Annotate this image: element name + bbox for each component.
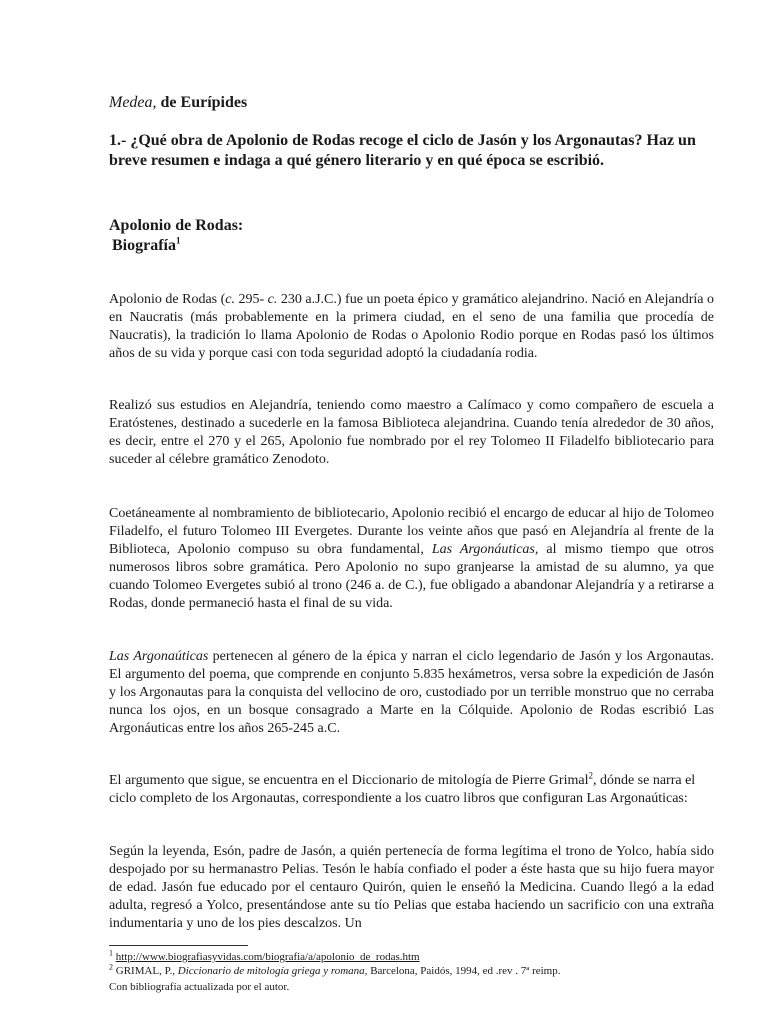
biography-heading [112,236,181,256]
p1-text-b: 295- [235,292,268,307]
document-page [109,0,714,1024]
footnote-ref-1[interactable]: 1 [176,235,181,246]
p1-text-a: Apolonio de Rodas ( [109,292,226,307]
paragraph-3 [109,505,714,613]
paragraph-5 [109,772,714,808]
footnote-2 [109,964,714,978]
p5-text-a: El argumento que sigue, se encuentra en el Diccionario de mitología de Pierre Grimal [109,773,589,788]
footnote-2-publication: Barcelona, Paidós, 1994, ed .rev . 7ª reimp. [367,965,561,977]
footnote-1 [109,950,714,964]
footnote-1-number: 1 [109,948,113,958]
p4-text: pertenecen al género de la épica y narran el ciclo legendario de Jasón y los Argonautas. El argumento del poema, que comprende en conjunto 5.835 hexámetros, versa sobre la expedición de Jasón y los Argonautas para la conquista del vellocino de oro, custodiado por un terrible monstruo que no cerraba nunca los ojos, en un bosque consagrado a Marte en la Cólquide. Apolonio de Rodas escribió Las Argonáuticas entre los años 265-245 a.C. [109,649,715,736]
footnote-separator [109,945,248,946]
footnote-2-author: GRIMAL, P., [113,965,178,977]
p3-work-title: Las Argonáuticas [431,542,535,557]
title-author: de Eurípides [156,94,248,111]
footnote-2-number: 2 [109,962,113,972]
p3-text-b: , al mismo tiempo que otros numerosos libros sobre gramática. Pero Apolonio no supo granjearse la amistad de su alumno, ya que cuando Tolomeo Evergetes subió al trono (246 a. de C.), fue obligado a abandonar Alejandría y a retirarse a Rodas, donde permaneció hasta el final de su vida. [109,542,714,611]
author-heading: Apolonio de Rodas: [109,217,244,234]
p3-text-a: Coetáneamente al nombramiento de bibliotecario, Apolonio recibió el encargo de educar al hijo de Tolomeo Filadelfo, el futuro Tolomeo III Evergetes. Durante los veinte años que pasó en Alejandría al frente de la Biblioteca, Apolonio compuso su obra fundamental, [109,506,714,557]
biography-label: Biografía [112,237,176,254]
p5-text-b: , dónde se narra el ciclo completo de los Argonautas, correspondiente a los cuatro libros que configuran Las Argonaúticas: [109,773,696,806]
p1-text-c: 230 a.J.C.) fue un poeta épico y gramático alejandrino. Nació en Alejandría o en Naucratis (más probablemente en la primera ciudad, en el seno de una familia que procedía de Naucratis), la tradición lo llama Apolonio de Rodas o Apolonio Rodio porque en Rodas pasó los últimos años de su vida y porque casi con toda seguridad adoptó la ciudadanía rodia. [109,292,714,361]
p1-circa-1: c. [225,292,235,307]
paragraph-4 [109,648,714,738]
document-title [109,93,247,113]
question-heading: 1.- ¿Qué obra de Apolonio de Rodas recoge el ciclo de Jasón y los Argonautas? Haz un breve resumen e indaga a qué género literario y en qué época se escribió. [109,132,696,169]
paragraph-6: Según la leyenda, Esón, padre de Jasón, a quién pertenecía de forma legítima el trono de Yolco, había sido despojado por su hermanastro Pelias. Tesón le había confiado el poder a éste hasta que su hijo fuera mayor de edad. Jasón fue educado por el centauro Quirón, quien le enseñó la Medicina. Cuando llegó a la edad adulta, regresó a Yolco, presentándose ante su tío Pelias que estaba haciendo un sacrificio con una extraña indumentaria y uno de los pies descalzos. Un [109,844,714,931]
paragraph-2: Realizó sus estudios en Alejandría, teniendo como maestro a Calímaco y como compañero de escuela a Eratóstenes, destinado a sucederle en la famosa Biblioteca alejandrina. Cuando tenía alrededor de 30 años, es decir, entre el 270 y el 265, Apolonio fue nombrado por el rey Tolomeo II Filadelfo bibliotecario para suceder al célebre gramático Zenodoto. [109,398,714,467]
p1-circa-2: c. [267,292,278,307]
title-work: Medea, [109,94,157,111]
footnote-ref-2[interactable]: 2 [588,770,593,781]
paragraph-1 [109,291,714,363]
p4-work-title: Las Argonaúticas [109,649,209,664]
footnote-2-title: Diccionario de mitología griega y romana, [177,965,368,977]
footnote-1-link[interactable]: http://www.biografiasyvidas.com/biografia/a/apolonio_de_rodas.htm [115,951,420,963]
footnote-2-continuation: Con bibliografía actualizada por el autor. [109,981,290,993]
